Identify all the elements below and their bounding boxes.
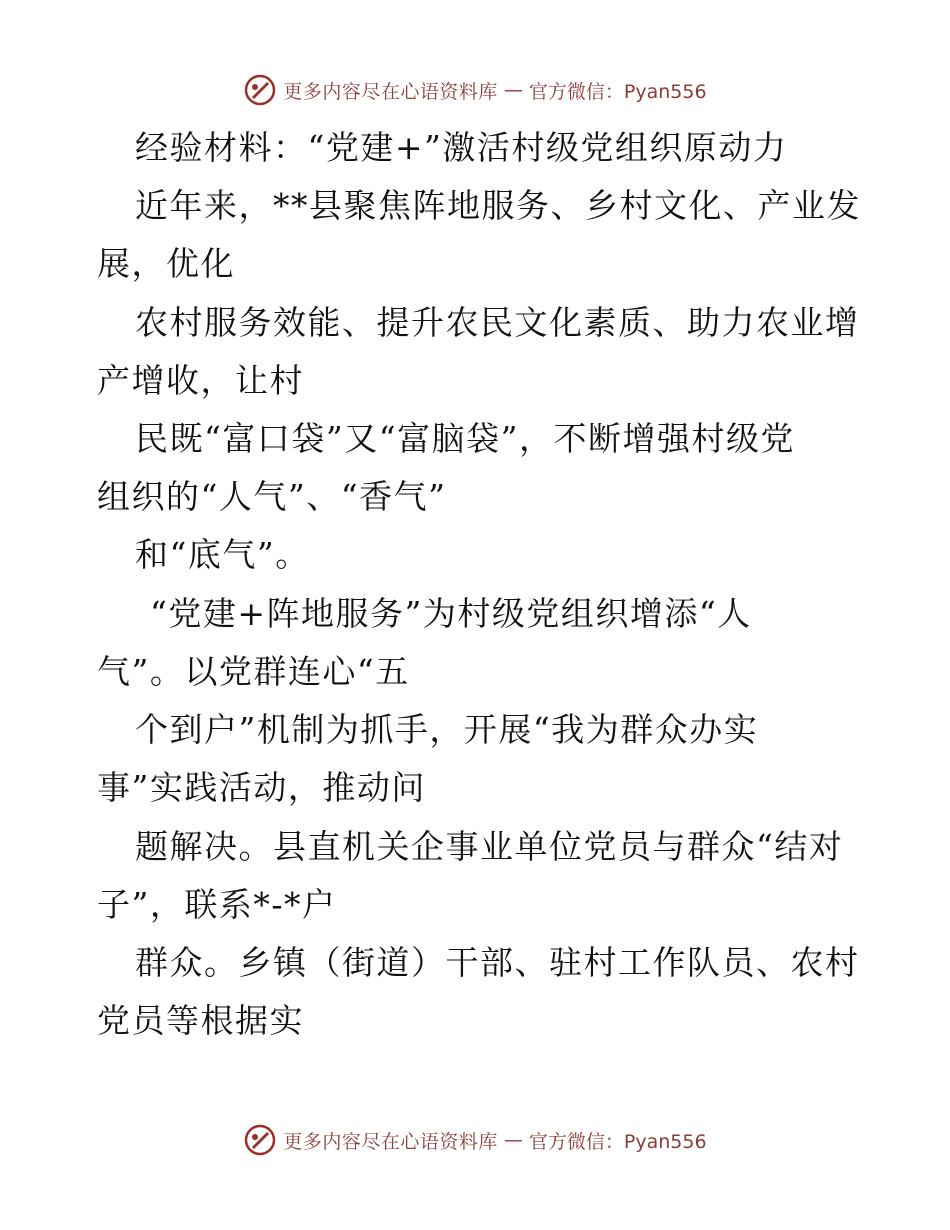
watermark-brand: 官方微信：Pyan556 — [528, 1130, 707, 1153]
watermark-text: 更多内容尽在心语资料库 — [283, 1130, 498, 1153]
watermark-separator: — — [503, 1129, 523, 1151]
paragraph-line: 党员等根据实 — [97, 1001, 304, 1040]
paragraph-line: 和“底气”。 — [135, 535, 310, 574]
paragraph-line: 气”。以党群连心“五 — [97, 652, 410, 691]
watermark-footer — [0, 1120, 950, 1160]
paragraph-line: 展，优化 — [97, 244, 235, 283]
logo-icon — [243, 1123, 277, 1157]
paragraph-line: 子”，联系*-*户 — [97, 885, 337, 924]
watermark-text: 更多内容尽在心语资料库 — [283, 80, 498, 103]
paragraph-line: 群众。乡镇（街道）干部、驻村工作队员、农村 — [135, 943, 860, 982]
paragraph-line: “党建+阵地服务”为村级党组织增添“人 — [150, 594, 752, 633]
paragraph-line: 民既“富口袋”又“富脑袋”，不断增强村级党 — [135, 419, 795, 458]
paragraph-line: 事”实践活动，推动问 — [97, 768, 426, 807]
watermark-header — [0, 70, 950, 110]
paragraph-line: 个到户”机制为抓手，开展“我为群众办实 — [135, 710, 759, 749]
paragraph-line: 产增收，让村 — [97, 361, 304, 400]
paragraph-line: 题解决。县直机关企事业单位党员与群众“结对 — [135, 827, 844, 866]
watermark-brand: 官方微信：Pyan556 — [528, 80, 707, 103]
document-title: 经验材料：“党建+”激活村级党组织原动力 — [135, 128, 788, 167]
paragraph-line: 近年来，**县聚焦阵地服务、乡村文化、产业发 — [135, 186, 861, 225]
paragraph-line: 农村服务效能、提升农民文化素质、助力农业增 — [135, 303, 860, 342]
paragraph-line: 组织的“人气”、“香气” — [97, 477, 447, 516]
logo-icon — [243, 73, 277, 107]
watermark-separator: — — [503, 79, 523, 101]
